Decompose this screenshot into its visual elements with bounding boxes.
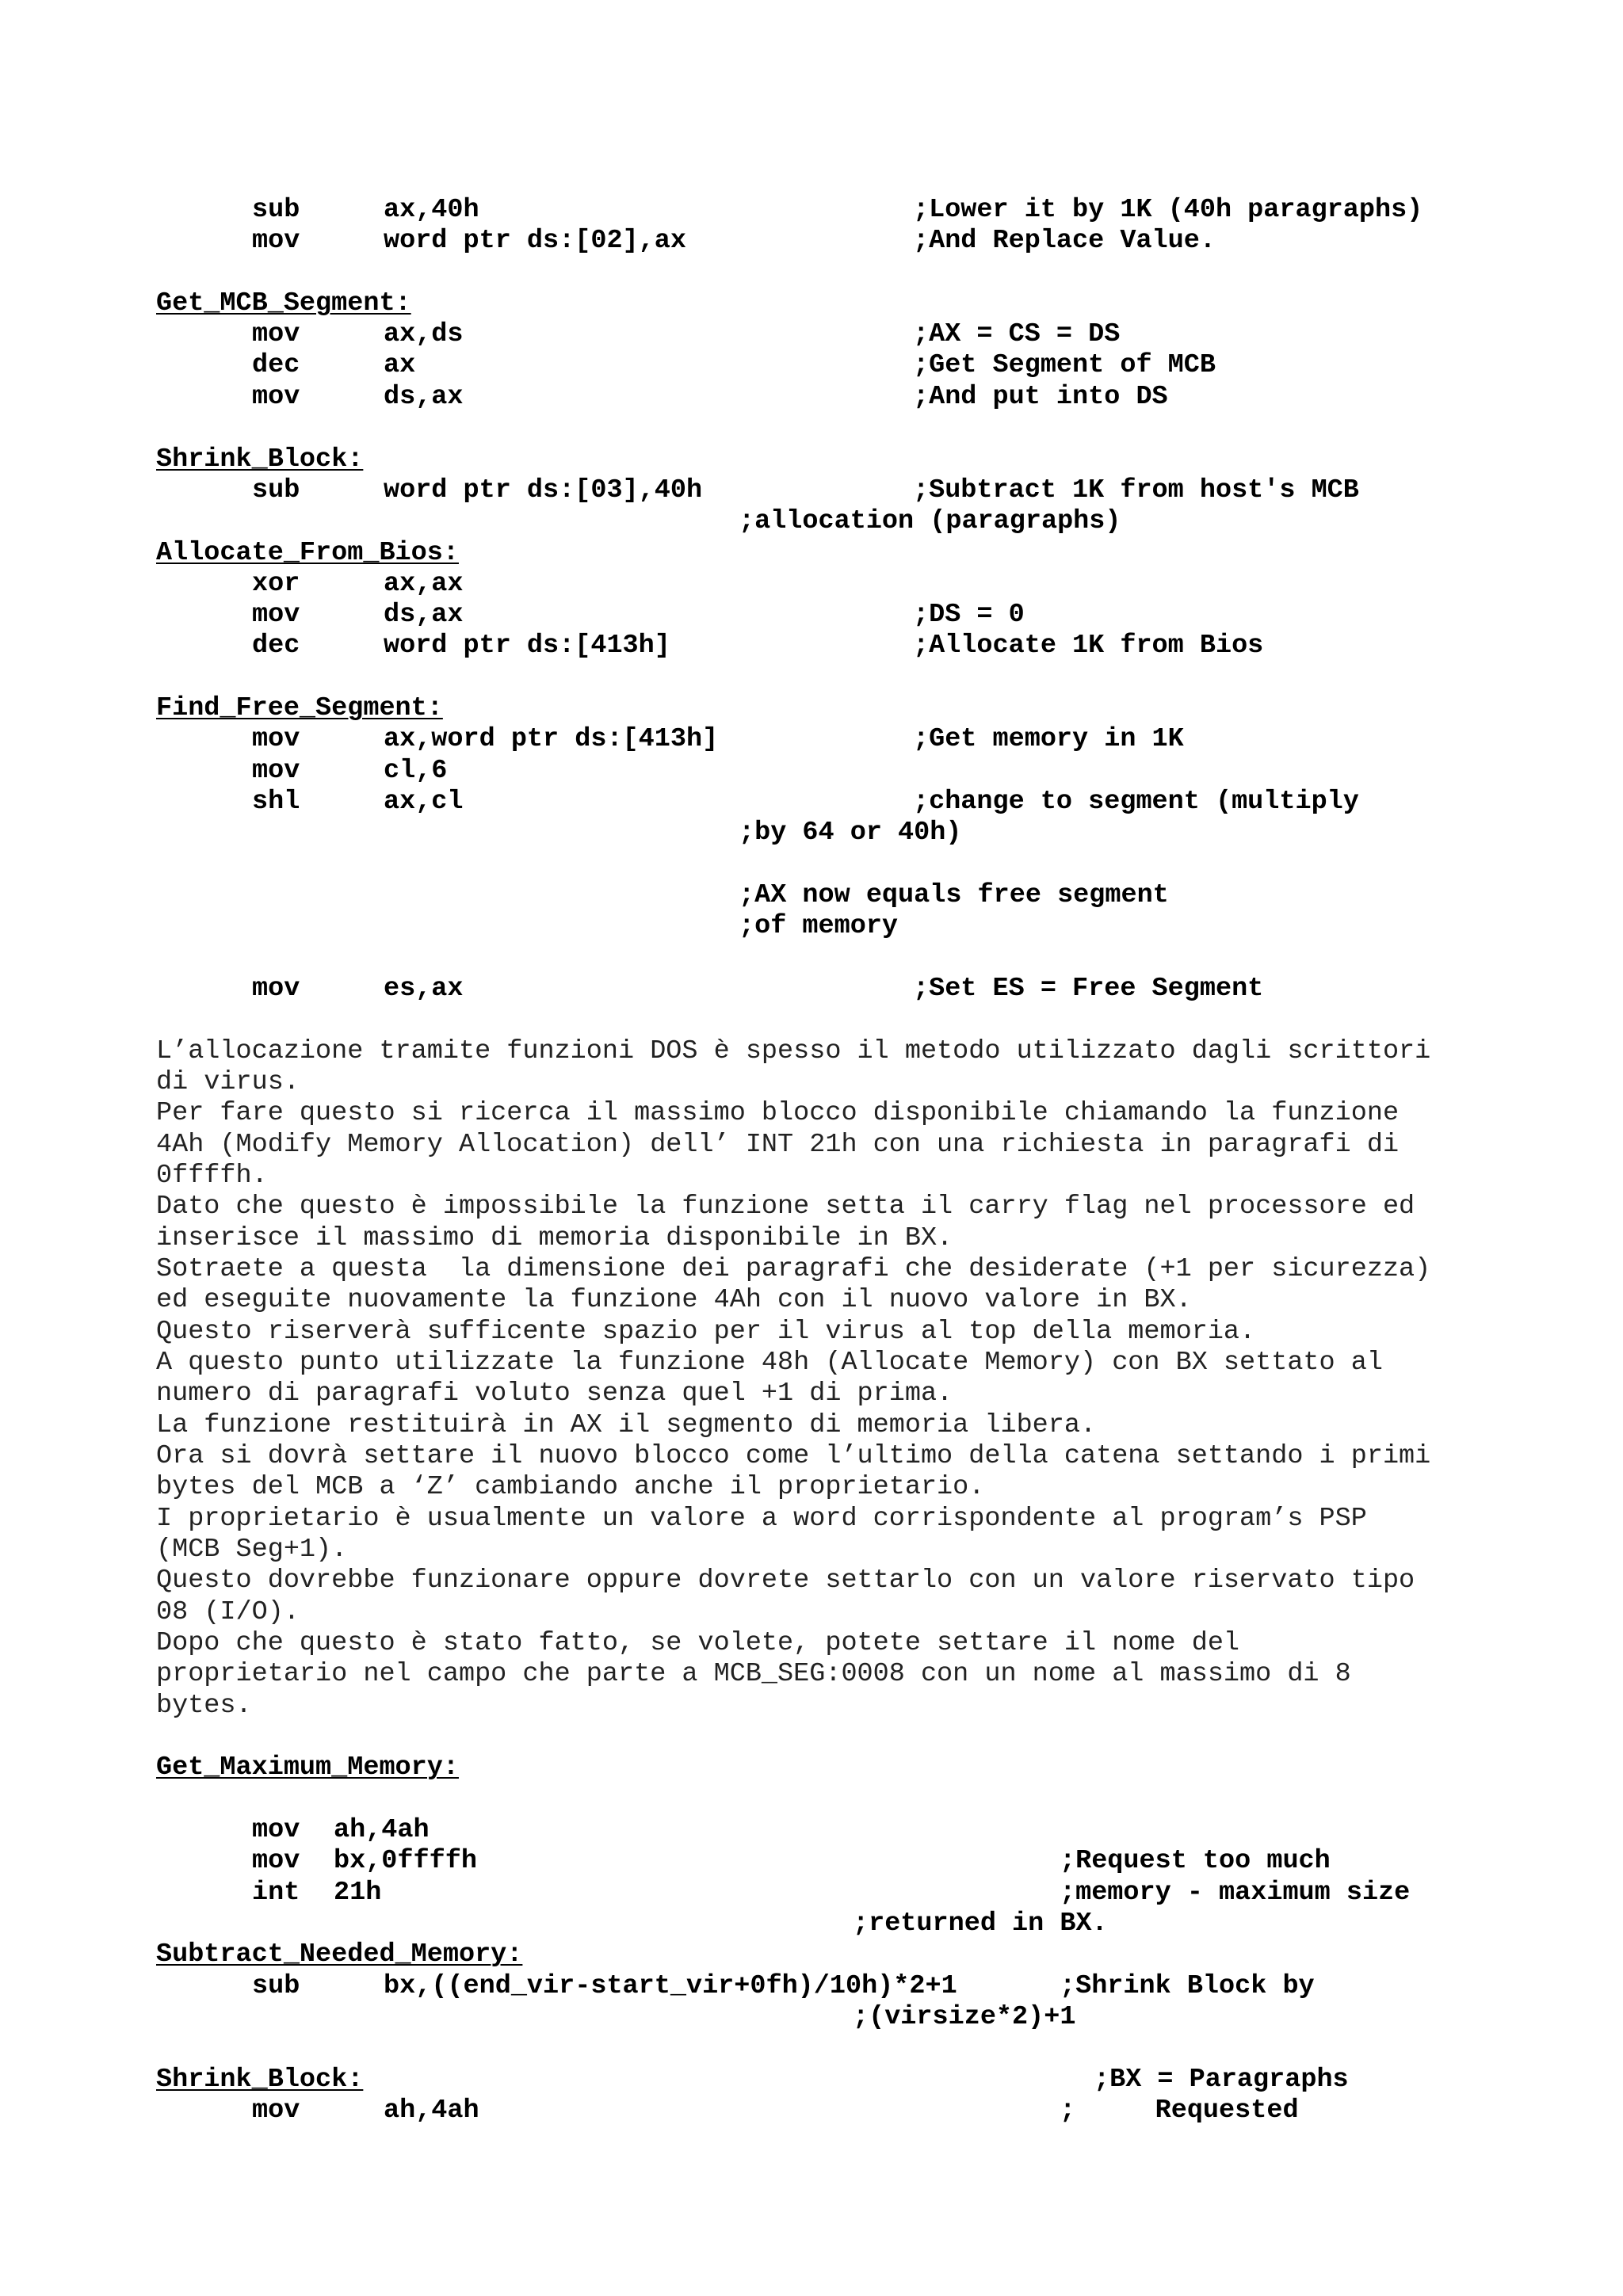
code-args: 21h (334, 1878, 382, 1908)
code-args: es,ax (384, 974, 464, 1004)
code-label: Get_Maximum_Memory: (156, 1753, 459, 1783)
code-op: mov (252, 382, 300, 412)
code-comment: ;memory - maximum size (1060, 1878, 1411, 1908)
prose-line: L’allocazione tramite funzioni DOS è spesso il metodo utilizzato dagli scrittori (156, 1036, 1431, 1066)
code-op: sub (252, 475, 300, 505)
code-args: ax (384, 350, 416, 380)
code-op: int (252, 1878, 300, 1908)
code-op: mov (252, 2096, 300, 2126)
code-label: Shrink_Block: (156, 2065, 364, 2095)
code-args: ax,cl (384, 787, 464, 817)
code-op: xor (252, 569, 300, 599)
code-comment-continuation: ;by 64 or 40h) (739, 818, 962, 848)
code-op: mov (252, 974, 300, 1004)
code-args: word ptr ds:[413h] (384, 631, 670, 661)
code-comment: ;Shrink Block by (1060, 1971, 1315, 2001)
prose-line: Dato che questo è impossibile la funzione setta il carry flag nel processore ed (156, 1192, 1415, 1222)
code-op: sub (252, 195, 300, 225)
prose-line: bytes. (156, 1691, 252, 1721)
code-comment: ;Get memory in 1K (913, 724, 1184, 754)
code-op: mov (252, 1846, 300, 1876)
prose-line: Ora si dovrà settare il nuovo blocco come l’ultimo della catena settando i primi (156, 1441, 1431, 1471)
code-op: mov (252, 319, 300, 349)
prose-line: ed eseguite nuovamente la funzione 4Ah con il nuovo valore in BX. (156, 1285, 1192, 1315)
prose-line: La funzione restituirà in AX il segmento di memoria libera. (156, 1410, 1097, 1440)
code-comment: ;Get Segment of MCB (913, 350, 1216, 380)
code-op: mov (252, 600, 300, 630)
code-op: mov (252, 756, 300, 786)
code-args: ds,ax (384, 382, 464, 412)
prose-line: Questo dovrebbe funzionare oppure dovrete settarlo con un valore riservato tipo (156, 1566, 1415, 1596)
prose-line: Per fare questo si ricerca il massimo blocco disponibile chiamando la funzione (156, 1098, 1400, 1128)
code-args: ah,4ah (384, 2096, 479, 2126)
code-comment: ;AX = CS = DS (913, 319, 1121, 349)
code-comment-continuation: ;AX now equals free segment (739, 880, 1169, 910)
code-label: Shrink_Block: (156, 444, 364, 475)
prose-line: proprietario nel campo che parte a MCB_SEG:0008 con un nome al massimo di 8 (156, 1659, 1351, 1689)
code-comment: ;Set ES = Free Segment (913, 974, 1264, 1004)
code-args: ax,40h (384, 195, 479, 225)
prose-line: A questo punto utilizzate la funzione 48h (Allocate Memory) con BX settato al (156, 1348, 1383, 1378)
prose-line: 08 (I/O). (156, 1597, 300, 1627)
prose-line: I proprietario è usualmente un valore a word corrispondente al program’s PSP (156, 1504, 1367, 1534)
code-comment: ;Request too much (1060, 1846, 1331, 1876)
code-comment-continuation: ;returned in BX. (853, 1909, 1108, 1939)
code-comment-continuation: ;allocation (paragraphs) (739, 506, 1121, 536)
prose-line: 0ffffh. (156, 1161, 268, 1191)
code-label: Get_MCB_Segment: (156, 288, 411, 318)
code-args: ah,4ah (334, 1815, 430, 1845)
code-op: mov (252, 226, 300, 256)
code-comment: ;Allocate 1K from Bios (913, 631, 1264, 661)
code-args: ax,word ptr ds:[413h] (384, 724, 719, 754)
code-comment: ;And put into DS (913, 382, 1168, 412)
prose-line: Questo riserverà sufficente spazio per il virus al top della memoria. (156, 1317, 1256, 1347)
code-args: ax,ds (384, 319, 464, 349)
code-comment: ;Lower it by 1K (40h paragraphs) (913, 195, 1423, 225)
code-args: bx,0ffffh (334, 1846, 477, 1876)
code-op: dec (252, 350, 300, 380)
code-args: bx,((end_vir-start_vir+0fh)/10h)*2+1 (384, 1971, 957, 2001)
prose-line: 4Ah (Modify Memory Allocation) dell’ INT 21h con una richiesta in paragrafi di (156, 1130, 1400, 1160)
code-args: ax,ax (384, 569, 464, 599)
prose-line: numero di paragrafi voluto senza quel +1 di prima. (156, 1379, 953, 1409)
code-args: word ptr ds:[03],40h (384, 475, 703, 505)
prose-line: bytes del MCB a ‘Z’ cambiando anche il proprietario. (156, 1472, 985, 1502)
code-op: dec (252, 631, 300, 661)
code-args: cl,6 (384, 756, 448, 786)
prose-line: Dopo che questo è stato fatto, se volete, potete settare il nome del (156, 1628, 1240, 1658)
code-op: mov (252, 1815, 300, 1845)
code-op: sub (252, 1971, 300, 2001)
code-op: mov (252, 724, 300, 754)
code-args: ds,ax (384, 600, 464, 630)
prose-line: di virus. (156, 1067, 300, 1097)
code-comment: ;Subtract 1K from host's MCB (913, 475, 1359, 505)
code-args: word ptr ds:[02],ax (384, 226, 686, 256)
code-op: shl (252, 787, 300, 817)
code-comment-continuation: ;of memory (739, 911, 899, 941)
code-label: Find_Free_Segment: (156, 693, 443, 723)
code-comment: ;change to segment (multiply (913, 787, 1359, 817)
prose-line: (MCB Seg+1). (156, 1535, 348, 1565)
code-comment-continuation: ;(virsize*2)+1 (853, 2002, 1076, 2032)
code-comment: ;BX = Paragraphs (1094, 2065, 1349, 2095)
code-comment: ;And Replace Value. (913, 226, 1216, 256)
code-label: Subtract_Needed_Memory: (156, 1939, 523, 1970)
code-label: Allocate_From_Bios: (156, 538, 459, 568)
prose-line: inserisce il massimo di memoria disponibile in BX. (156, 1223, 953, 1253)
code-comment: ; Requested (1060, 2096, 1299, 2126)
prose-line: Sotraete a questa la dimensione dei paragrafi che desiderate (+1 per sicurezza) (156, 1254, 1431, 1284)
code-comment: ;DS = 0 (913, 600, 1025, 630)
